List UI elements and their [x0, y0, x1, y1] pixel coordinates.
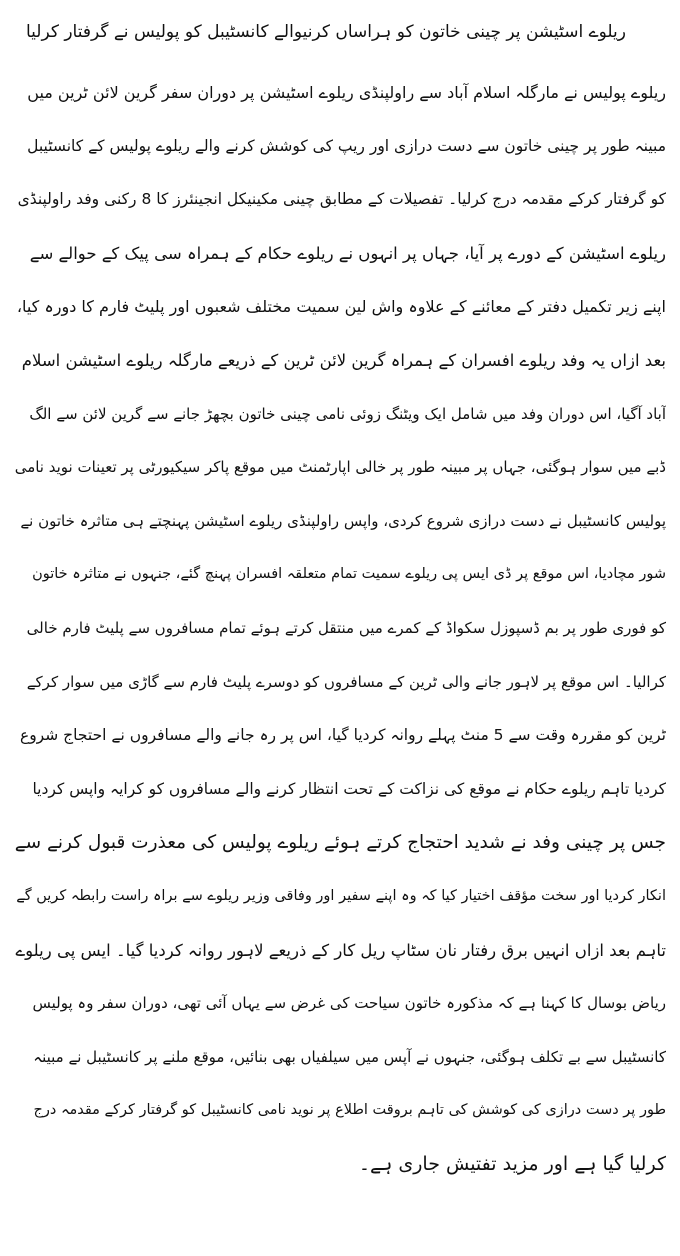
body-line: کو فوری طور پر بم ڈسپوزل سکواڈ کے کمرے میں منتقل کرتے ہوئے تمام مسافروں سے پلیٹ فارم خالی — [26, 618, 666, 637]
body-line: انکار کردیا اور سخت مؤقف اختیار کیا کہ وہ اپنے سفیر اور وفاقی وزیر ریلوے سے براہ راست رابطہ کریں گے — [16, 887, 666, 904]
body-line: اپنے زیر تکمیل دفتر کے معائنے کے علاوہ واش لین سمیت مختلف شعبوں اور پلیٹ فارم کا دورہ کیا، — [16, 297, 666, 317]
body-line: ٹرین کو مقررہ وقت سے 5 منٹ پہلے روانہ کردیا گیا، اس پر رہ جانے والے مسافروں نے احتجاج شروع — [19, 726, 666, 745]
body-line: کانسٹیبل سے بے تکلف ہوگئی، جنہوں نے آپس میں سیلفیاں بھی بنائیں، موقع ملنے پر کانسٹیبل نے مبینہ — [33, 1047, 666, 1066]
body-line: کردیا تاہم ریلوے حکام نے موقع کی نزاکت کے تحت انتظار کرنے والے مسافروں کو کرایہ واپس کردیا — [32, 779, 666, 798]
body-line: ریلوے پولیس نے مارگلہ اسلام آباد سے راولپنڈی ریلوے اسٹیشن پر دوران سفر گرین لائن ٹرین میں — [27, 83, 666, 102]
body-line: کو گرفتار کرکے مقدمہ درج کرلیا۔ تفصیلات کے مطابق چینی مکینیکل انجینئرز کا 8 رکنی وفد راولپنڈی — [17, 190, 666, 209]
body-line: ریلوے اسٹیشن کے دورے پر آیا، جہاں پر انہوں نے ریلوے حکام کے ہمراہ سی پیک کے حوالے سے — [29, 243, 666, 263]
body-line: مبینہ طور پر چینی خاتون سے دست درازی اور ریپ کی کوشش کرنے والے ریلوے پولیس کے کانسٹیبل — [27, 136, 666, 155]
body-line: کرالیا۔ اس موقع پر لاہور جانے والی ٹرین کے مسافروں کو دوسرے پلیٹ فارم سے گاڑی میں سوار کرکے — [26, 672, 666, 691]
body-line: آباد آگیا، اس دوران وفد میں شامل ایک ویٹنگ زوئی نامی چینی خاتون بچھڑ جانے سے گرین لائن سے الگ — [29, 404, 666, 423]
body-line: ڈبے میں سوار ہوگئی، جہاں پر مبینہ طور پر خالی اپارٹمنٹ میں موقع پاکر سیکیورٹی پر تعینات نوید نامی — [14, 458, 666, 477]
article-headline: ریلوے اسٹیشن پر چینی خاتون کو ہراساں کرنیوالے کانسٹیبل کو پولیس نے گرفتار کرلیا — [25, 22, 626, 42]
body-line: تاہم بعد ازاں انہیں برق رفتار نان سٹاپ ریل کار کے ذریعے لاہور روانہ کردیا گیا۔ ایس پی ریلوے — [15, 940, 666, 960]
body-line: ریاض بوسال کا کہنا ہے کہ مذکورہ خاتون سیاحت کی غرض سے یہاں آئی تھی، دوران سفر وہ پولیس — [32, 994, 666, 1013]
body-line: پولیس کانسٹیبل نے دست درازی شروع کردی، واپس راولپنڈی ریلوے اسٹیشن پہنچتے ہی متاثرہ خاتون نے — [20, 511, 666, 530]
body-line: شور مچادیا، اس موقع پر ڈی ایس پی ریلوے سمیت تمام متعلقہ افسران پہنچ گئے، جنہوں نے متاثرہ خاتون — [32, 566, 666, 583]
body-line: کرلیا گیا ہے اور مزید تفتیش جاری ہے۔ — [358, 1152, 666, 1175]
article-body — [14, 66, 666, 1191]
body-line: جس پر چینی وفد نے شدید احتجاج کرتے ہوئے ریلوے پولیس کی معذرت قبول کرنے سے — [14, 832, 666, 854]
body-line: بعد ازاں یہ وفد ریلوے افسران کے ہمراہ گرین لائن ٹرین کے ذریعے مارگلہ ریلوے اسٹیشن اسلام — [21, 350, 666, 370]
body-line: طور پر دست درازی کی کوشش کی تاہم بروقت اطلاع پر نوید نامی کانسٹیبل کو گرفتار کرکے مقدمہ درج — [33, 1102, 666, 1119]
